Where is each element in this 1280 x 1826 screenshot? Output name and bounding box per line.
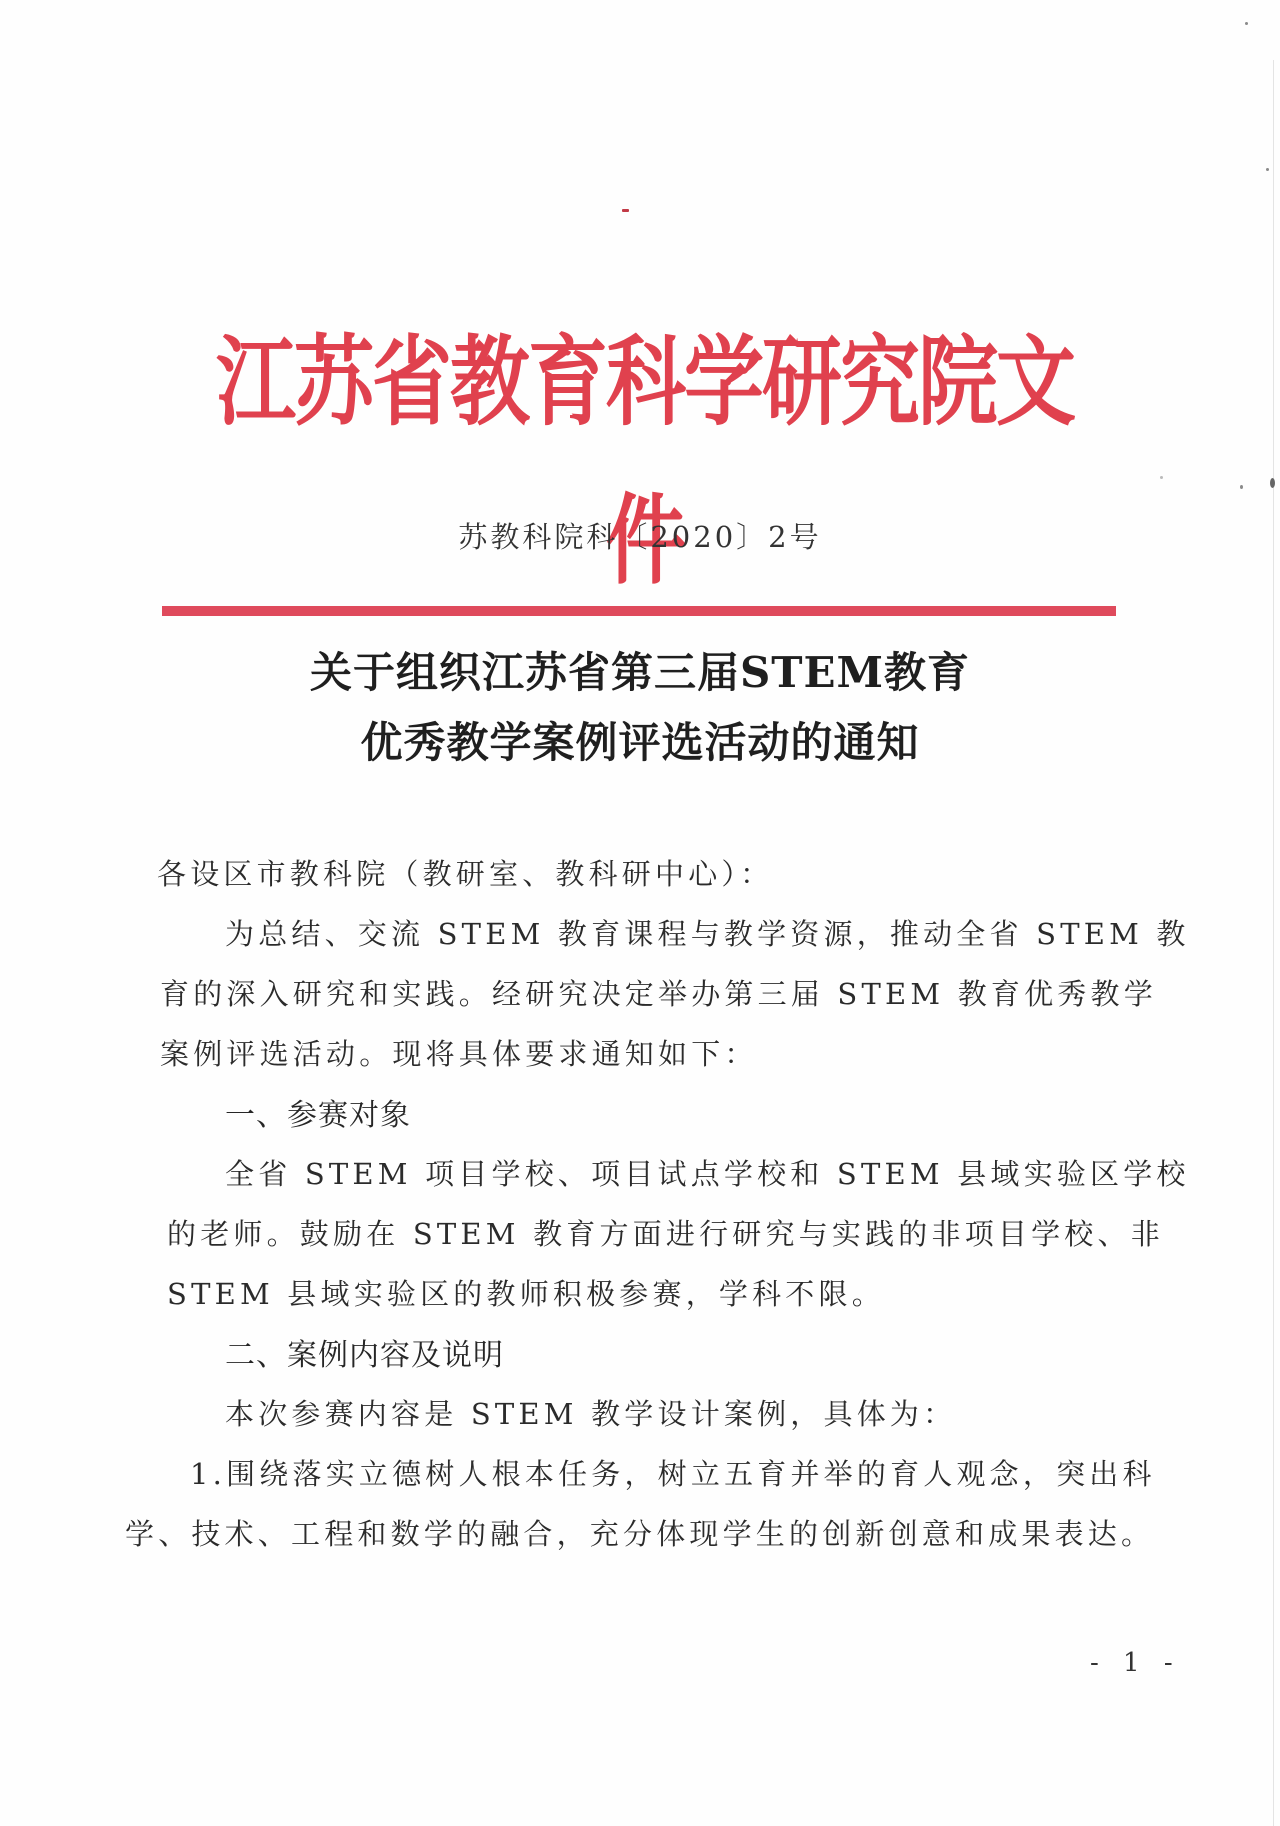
notice-title-line-2: 优秀教学案例评选活动的通知 — [360, 718, 920, 767]
salutation: 各设区市教科院（教研室、教科研中心）： — [157, 857, 774, 891]
scan-speck — [1266, 168, 1269, 171]
issuer-header: 江苏省教育科学研究院文件 — [216, 325, 1074, 598]
section-line: 的老师。鼓励在 STEM 教育方面进行研究与实践的非项目学校、非 — [167, 1217, 1164, 1251]
scan-speck — [1245, 22, 1248, 25]
page-number: - 1 - — [1090, 1648, 1181, 1678]
notice-title-line-1: 关于组织江苏省第三届STEM教育 — [309, 648, 971, 697]
section-line: STEM 县域实验区的教师积极参赛，学科不限。 — [167, 1277, 885, 1311]
section-heading-content: 二、案例内容及说明 — [225, 1338, 504, 1373]
scan-edge — [1273, 60, 1274, 1826]
section-line: 本次参赛内容是 STEM 教学设计案例，具体为： — [225, 1397, 957, 1431]
intro-line: 为总结、交流 STEM 教育课程与教学资源，推动全省 STEM 教 — [225, 917, 1190, 951]
intro-line: 育的深入研究和实践。经研究决定举办第三届 STEM 教育优秀教学 — [160, 977, 1157, 1011]
section-line: 1.围绕落实立德树人根本任务，树立五育并举的育人观念，突出科 — [190, 1457, 1156, 1491]
scan-speck — [1240, 485, 1243, 489]
section-heading-participants: 一、参赛对象 — [225, 1098, 411, 1133]
intro-line: 案例评选活动。现将具体要求通知如下： — [160, 1037, 758, 1071]
red-mark — [622, 209, 629, 212]
scan-speck — [1160, 476, 1163, 479]
red-divider-rule — [162, 606, 1116, 616]
section-line: 全省 STEM 项目学校、项目试点学校和 STEM 县域实验区学校 — [225, 1157, 1190, 1191]
document-number: 苏教科院科〔2020〕2号 — [458, 520, 822, 554]
scan-speck — [1270, 478, 1275, 488]
section-line: 学、技术、工程和数学的融合，充分体现学生的创新创意和成果表达。 — [125, 1517, 1155, 1551]
